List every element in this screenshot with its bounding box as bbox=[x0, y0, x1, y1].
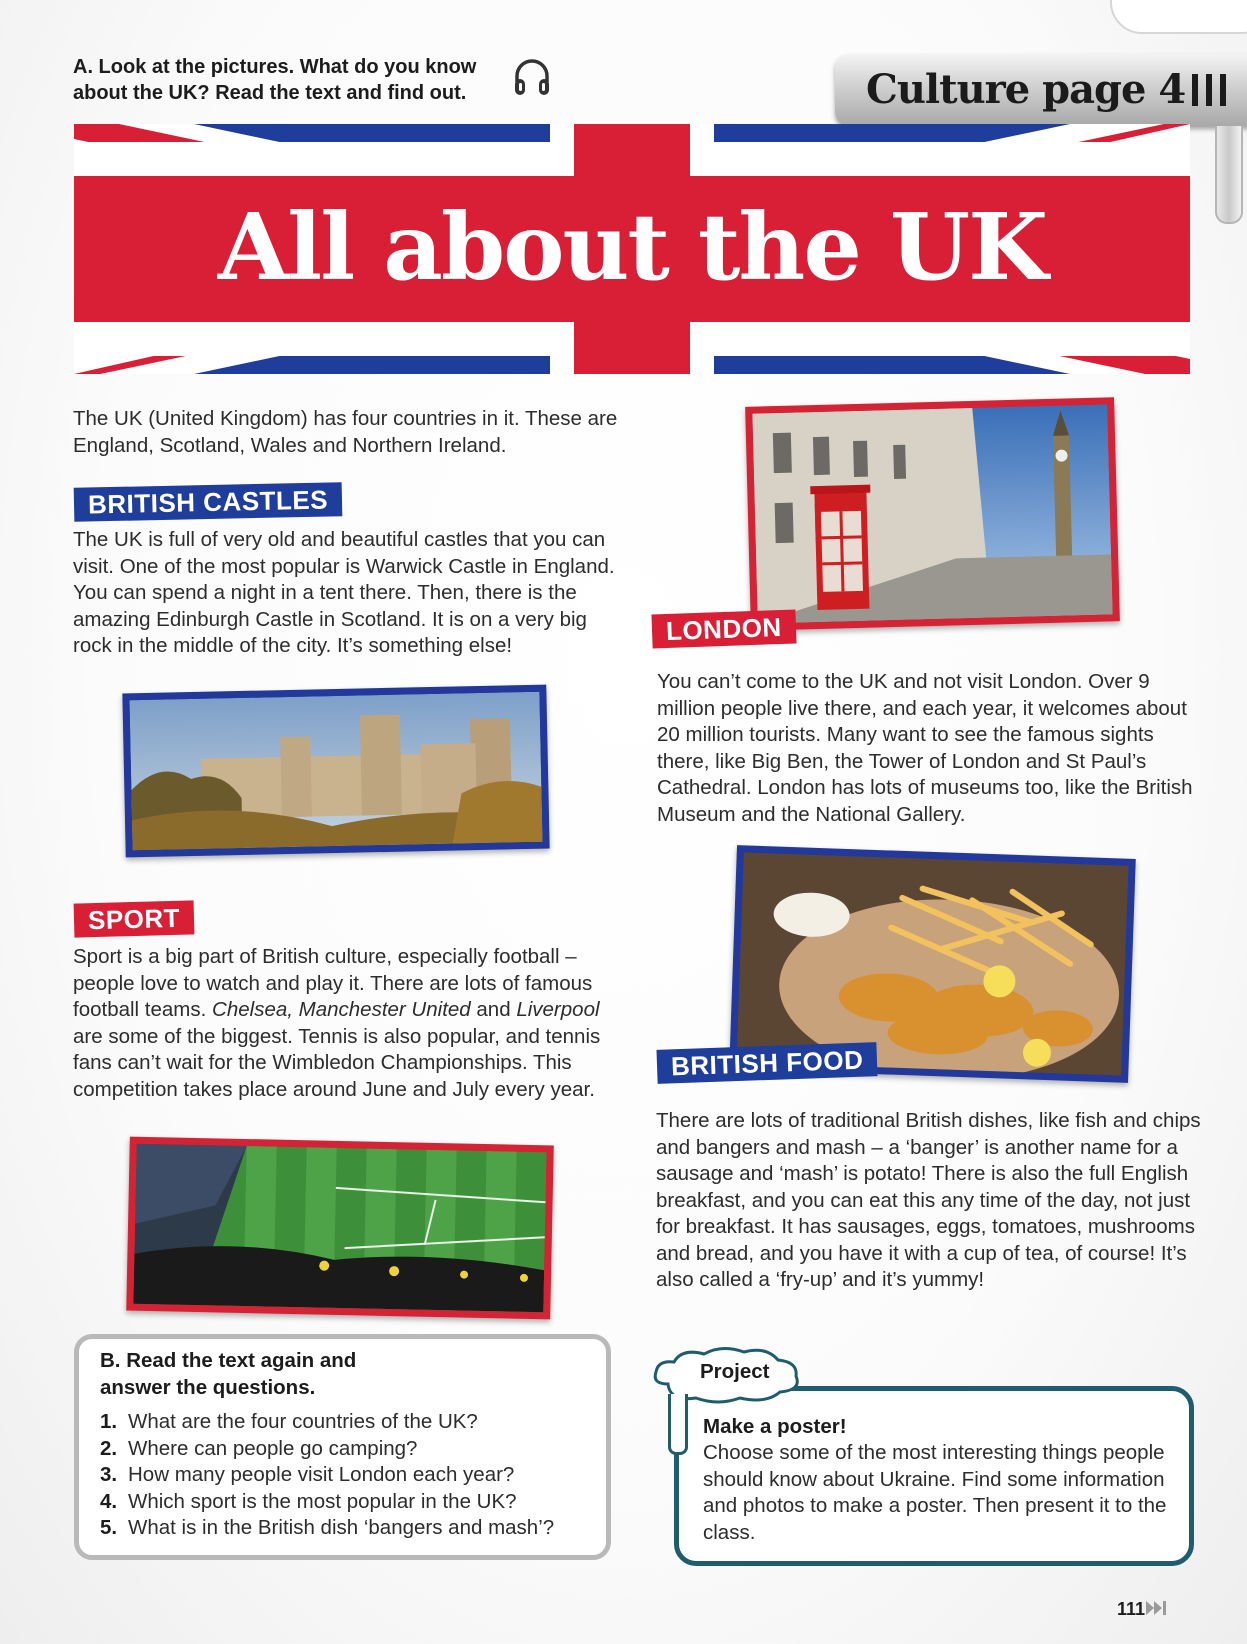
fast-forward-icon bbox=[1146, 1601, 1168, 1615]
food-paragraph: There are lots of traditional British dishes, like fish and chips and bangers and mash – a ‘banger’ is another name for a sausage and ‘mash’ is potato! There is also the full English breakfast, and you can eat this any time of the day, not just for breakfast. It has sausages, eggs, tomatoes, mushrooms and bread, and you have it with a cup of tea, of course! It’s also called a ‘fry-up’ and it’s yummy! bbox=[656, 1109, 1201, 1291]
question-number: 5. bbox=[100, 1516, 118, 1539]
tab-bars-decoration bbox=[1192, 74, 1234, 111]
question-item bbox=[100, 1462, 554, 1489]
question-text: Where can people go camping? bbox=[128, 1436, 418, 1460]
question-item bbox=[100, 1409, 554, 1436]
intro-paragraph: The UK (United Kingdom) has four countries in it. These are England, Scotland, Wales and Northern Ireland. bbox=[73, 407, 618, 457]
question-item bbox=[100, 1436, 554, 1463]
football-stadium-photo bbox=[126, 1137, 554, 1320]
question-number: 3. bbox=[100, 1463, 118, 1486]
question-number: 1. bbox=[100, 1410, 118, 1433]
question-text: Which sport is the most popular in the UK? bbox=[128, 1489, 517, 1513]
question-number: 2. bbox=[100, 1436, 118, 1460]
question-number: 4. bbox=[100, 1489, 118, 1513]
question-text: What are the four countries of the UK? bbox=[128, 1410, 478, 1433]
castle-photo bbox=[122, 685, 549, 858]
project-drip-decoration bbox=[668, 1394, 688, 1455]
project-title: Make a poster! bbox=[703, 1415, 847, 1438]
question-text: How many people visit London each year? bbox=[128, 1463, 515, 1486]
page-number: 111 bbox=[1117, 1599, 1146, 1619]
sport-text-3: are some of the biggest. Tennis is also popular, and tennis fans can’t wait for the Wimbledon Championships. This competition takes place around June and July every year. bbox=[73, 1024, 601, 1101]
project-label: Project bbox=[700, 1360, 770, 1383]
london-photo bbox=[745, 397, 1120, 631]
instruction-a: A. Look at the pictures. What do you know about the UK? Read the text and find out. bbox=[73, 56, 477, 104]
sport-text-1: Sport is a big part of British culture, especially football – people love to watch and play it. There are lots of famous football teams. bbox=[73, 945, 593, 1021]
tab-drip-decoration bbox=[1215, 126, 1243, 224]
sport-text-2: and bbox=[476, 998, 511, 1021]
project-text: Choose some of the most interesting things people should know about Ukraine. Find some information and photos to make a poster. Then present it to the class. bbox=[703, 1441, 1167, 1544]
sport-team-2: Liverpool bbox=[516, 998, 600, 1021]
headphones-icon[interactable] bbox=[512, 56, 552, 98]
british-food-label: BRITISH FOOD bbox=[656, 1042, 877, 1084]
exercise-b-title: B. Read the text again and answer the questions. bbox=[100, 1349, 357, 1399]
sport-paragraph bbox=[73, 944, 628, 1103]
london-label: LONDON bbox=[651, 610, 796, 649]
question-item bbox=[100, 1489, 554, 1516]
exercise-b-questions bbox=[100, 1409, 554, 1542]
british-castles-label: BRITISH CASTLES bbox=[74, 482, 343, 522]
question-text: What is in the British dish ‘bangers and mash’? bbox=[128, 1516, 555, 1539]
main-title: All about the UK bbox=[217, 193, 1047, 301]
decorative-cloud bbox=[1110, 0, 1247, 34]
sport-label: SPORT bbox=[74, 900, 195, 937]
question-item bbox=[100, 1515, 554, 1542]
london-paragraph: You can’t come to the UK and not visit London. Over 9 million people live there, and each year, it welcomes about 20 million tourists. Many want to see the famous sights there, like Big Ben, the Tower of London and St Paul’s Cathedral. London has lots of museums too, like the British Museum and the National Gallery. bbox=[657, 670, 1193, 826]
castles-paragraph: The UK is full of very old and beautiful castles that you can visit. One of the most popular is Warwick Castle in England. You can spend a night in a tent there. Then, there is the amazing Edinburgh Castle in Scotland. It is on a very big rock in the middle of the city. It’s something else! bbox=[73, 528, 615, 657]
culture-page-title: Culture page 4 bbox=[866, 66, 1186, 113]
sport-team-1: Chelsea, Manchester United bbox=[212, 998, 471, 1021]
